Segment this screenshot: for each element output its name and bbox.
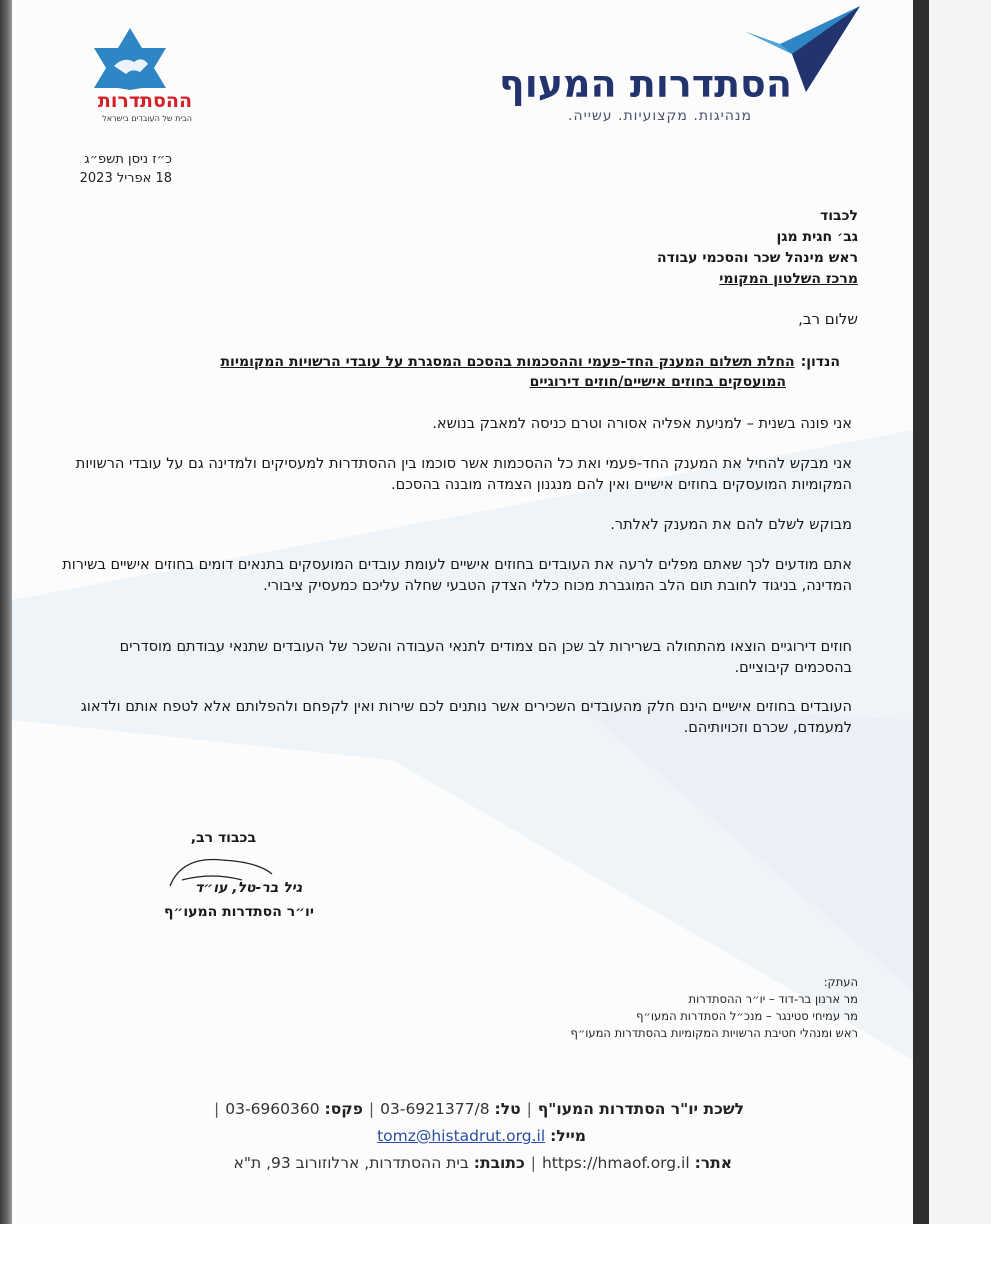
footer-site-label: אתר: xyxy=(694,1154,732,1172)
histadrut-star-logo-icon xyxy=(92,26,168,92)
letter-page xyxy=(12,0,913,1224)
footer-site-link[interactable]: https://hmaof.org.il xyxy=(541,1154,690,1172)
subject-line-1: החלת תשלום המענק החד-פעמי וההסכמות בהסכם המסגרת על עובדי הרשויות המקומיות xyxy=(220,354,795,370)
cc-line: ראש ומנהלי חטיבת הרשויות המקומיות בהסתדרות המעו״ף xyxy=(570,1026,858,1040)
footer-fax-label: פקס: xyxy=(324,1100,363,1118)
recipient-organization: מרכז השלטון המקומי xyxy=(719,271,858,287)
org-tagline: מנהיגות. מקצועיות. עשייה. xyxy=(568,108,752,124)
date-gregorian: 18 אפריל 2023 xyxy=(79,171,172,186)
recipient-title: ראש מינהל שכר והסכמי עבודה xyxy=(656,250,858,266)
greeting: שלום רב, xyxy=(798,310,858,328)
closing: בכבוד רב, xyxy=(190,830,256,846)
subject-line-2: המועסקים בחוזים אישיים/חוזים דירוגיים xyxy=(529,374,786,390)
background-page-edge xyxy=(929,0,991,1224)
subject-label: הנדון: xyxy=(800,354,840,370)
footer-address: בית ההסתדרות, ארלוזורוב 93, ת"א xyxy=(233,1154,469,1172)
recipient-block xyxy=(472,206,858,290)
cc-line: מר עמיחי סטינגר – מנכ״ל הסתדרות המעו״ף xyxy=(636,1009,858,1023)
recipient-salutation: לכבוד xyxy=(820,208,858,224)
histadrut-name: ההסתדרות xyxy=(97,90,192,112)
footer-address-label: כתובת: xyxy=(473,1154,525,1172)
footer-tel: 03-6921377/8 xyxy=(380,1100,490,1118)
body-paragraph: אתם מודעים לכך שאתם מפלים לרעה את העובדים בחוזים אישיים לעומת עובדים המועסקים בתנאים דומים בחוזים אישיים בשירות המדינה, בניגוד לחובת תום הלב המוגברת מכוח כללי הצדק הטבעי שחלה עליכם כמעסיק ציבורי. xyxy=(62,557,852,594)
histadrut-subtitle: הבית של העובדים בישראל xyxy=(102,114,192,123)
recipient-name: גב׳ חגית מגן xyxy=(776,229,858,245)
footer-email-link[interactable]: tomz@histadrut.org.il xyxy=(377,1127,546,1145)
cc-line: מר ארנון בר-דוד – יו״ר ההסתדרות xyxy=(688,992,858,1006)
scan-edge-left xyxy=(0,0,12,1224)
org-name: הסתדרות המעוף xyxy=(499,62,792,106)
scan-edge-right xyxy=(913,0,929,1224)
subject-block xyxy=(72,352,840,392)
date-hebrew: כ״ז ניסן תשפ״ג xyxy=(84,152,172,167)
cc-label: העתק: xyxy=(823,975,858,989)
body-paragraph: אני פונה בשנית – למניעת אפליה אסורה וטרם כניסה למאבק בנושא. xyxy=(432,416,852,432)
footer-fax: 03-6960360 xyxy=(225,1100,320,1118)
body-paragraph: חוזים דירוגיים הוצאו מהתחולה בשרירות לב שכן הם צמודים לתנאי העבודה והשכר של העובדים שתנאי עבודתם מוסדרים בהסכמים קיבוציים. xyxy=(119,639,852,676)
footer-email-label: מייל: xyxy=(550,1127,586,1145)
footer-office: לשכת יו"ר הסתדרות המעו"ף xyxy=(537,1100,744,1118)
body-paragraph: מבוקש לשלם להם את המענק לאלתר. xyxy=(610,517,852,533)
footer-tel-label: טל: xyxy=(494,1100,521,1118)
cc-block xyxy=(452,974,858,1042)
signatory-name: גיל בר-טל, עו״ד xyxy=(195,880,302,896)
footer-contact-line: לשכת יו"ר הסתדרות המעו"ף|טל: 03-6921377/8|פקס: 03-6960360| xyxy=(214,1100,744,1118)
body-paragraph: אני מבקש להחיל את המענק החד-פעמי ואת כל ההסכמות אשר סוכמו בין ההסתדרות למעסיקים ולמדינה גם על עובדי הרשויות המקומיות המועסקים בחוזים אישיים ואין להם מנגנון הצמדה מובנה בהסכם. xyxy=(75,456,852,493)
footer-email-line xyxy=(312,1127,586,1145)
signatory-title: יו״ר הסתדרות המעו״ף xyxy=(163,904,314,920)
body-paragraph: העובדים בחוזים אישיים הינם חלק מהעובדים השכירים אשר נותנים לכם שירות ואין לקפחם ולהפלותם אלא לטפח אותם ולדאוג למעמדם, שכרם וזכויותיהם. xyxy=(80,699,852,736)
footer-site-line: אתר: https://hmaof.org.il|כתובת: בית ההסתדרות, ארלוזורוב 93, ת"א xyxy=(233,1154,732,1172)
